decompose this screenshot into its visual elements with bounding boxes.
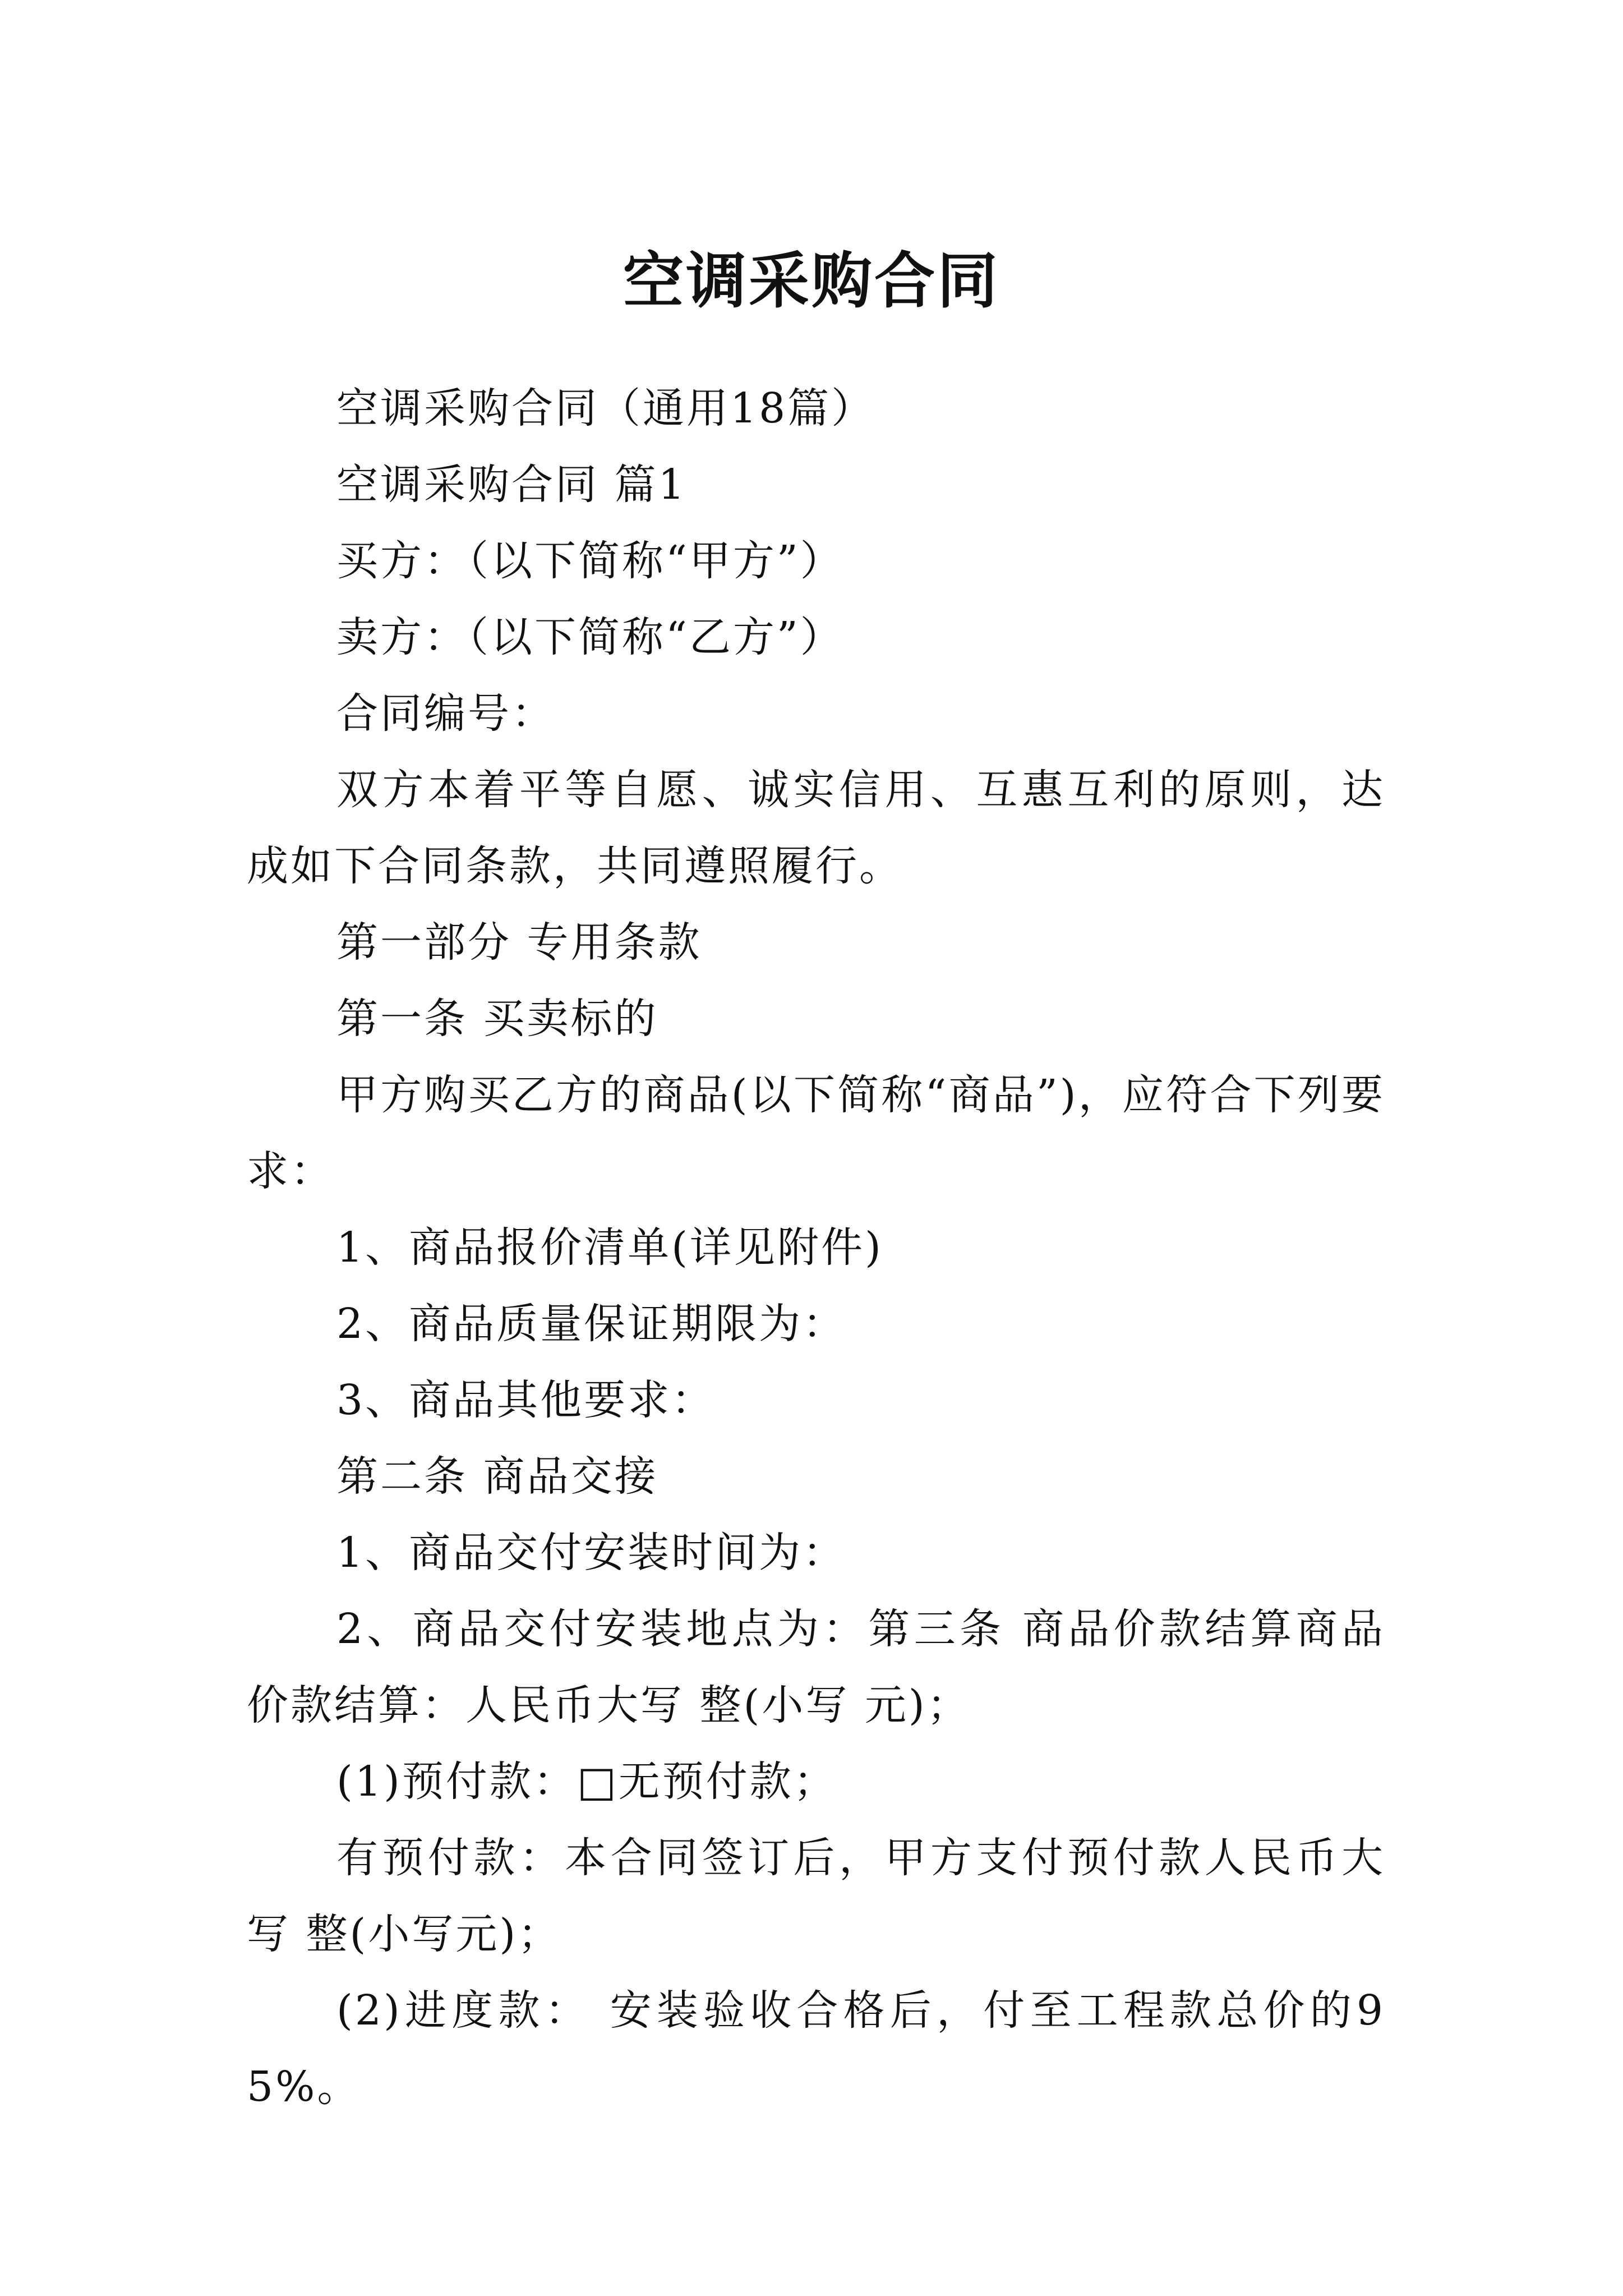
paragraph-section-heading: 空调采购合同 篇1 [336,461,687,509]
paragraph-buyer: 买方：（以下简称“甲方”） [336,537,844,585]
paragraph-subtitle: 空调采购合同（通用18篇） [336,384,875,432]
paragraph-prepayment-detail: 有预付款：本合同签订后，甲方支付预付款人民币大写 整(小写元)； [247,1834,1385,1958]
paragraph-item-2: 2、商品质量保证期限为： [336,1300,847,1348]
paragraph-item-3: 3、商品其他要求： [336,1376,716,1424]
paragraph-part-one: 第一部分 专用条款 [336,918,702,967]
paragraph-item-1: 1、商品报价清单(详见附件) [336,1223,883,1272]
paragraph-preamble: 双方本着平等自愿、诚实信用、互惠互利的原则，达成如下合同条款，共同遵照履行。 [247,766,1385,890]
paragraph-delivery-time: 1、商品交付安装时间为： [336,1529,847,1577]
document-body [247,370,1385,2125]
paragraph-prepayment-option: (1)预付款：□无预付款； [336,1757,837,1806]
paragraph-purchase-requirement: 甲方购买乙方的商品(以下简称“商品”)，应符合下列要求： [247,1071,1385,1195]
document-title: 空调采购合同 [623,246,1000,317]
paragraph-contract-number: 合同编号： [336,689,555,738]
paragraph-seller: 卖方：（以下简称“乙方”） [336,613,844,661]
paragraph-article-one: 第一条 买卖标的 [336,995,658,1043]
paragraph-progress-payment: (2)进度款： 安装验收合格后，付至工程款总价的95%。 [247,1986,1385,2111]
paragraph-article-two: 第二条 商品交接 [336,1452,658,1501]
paragraph-delivery-location: 2、商品交付安装地点为：第三条 商品价款结算商品价款结算：人民币大写 整(小写 元)； [247,1605,1385,1729]
